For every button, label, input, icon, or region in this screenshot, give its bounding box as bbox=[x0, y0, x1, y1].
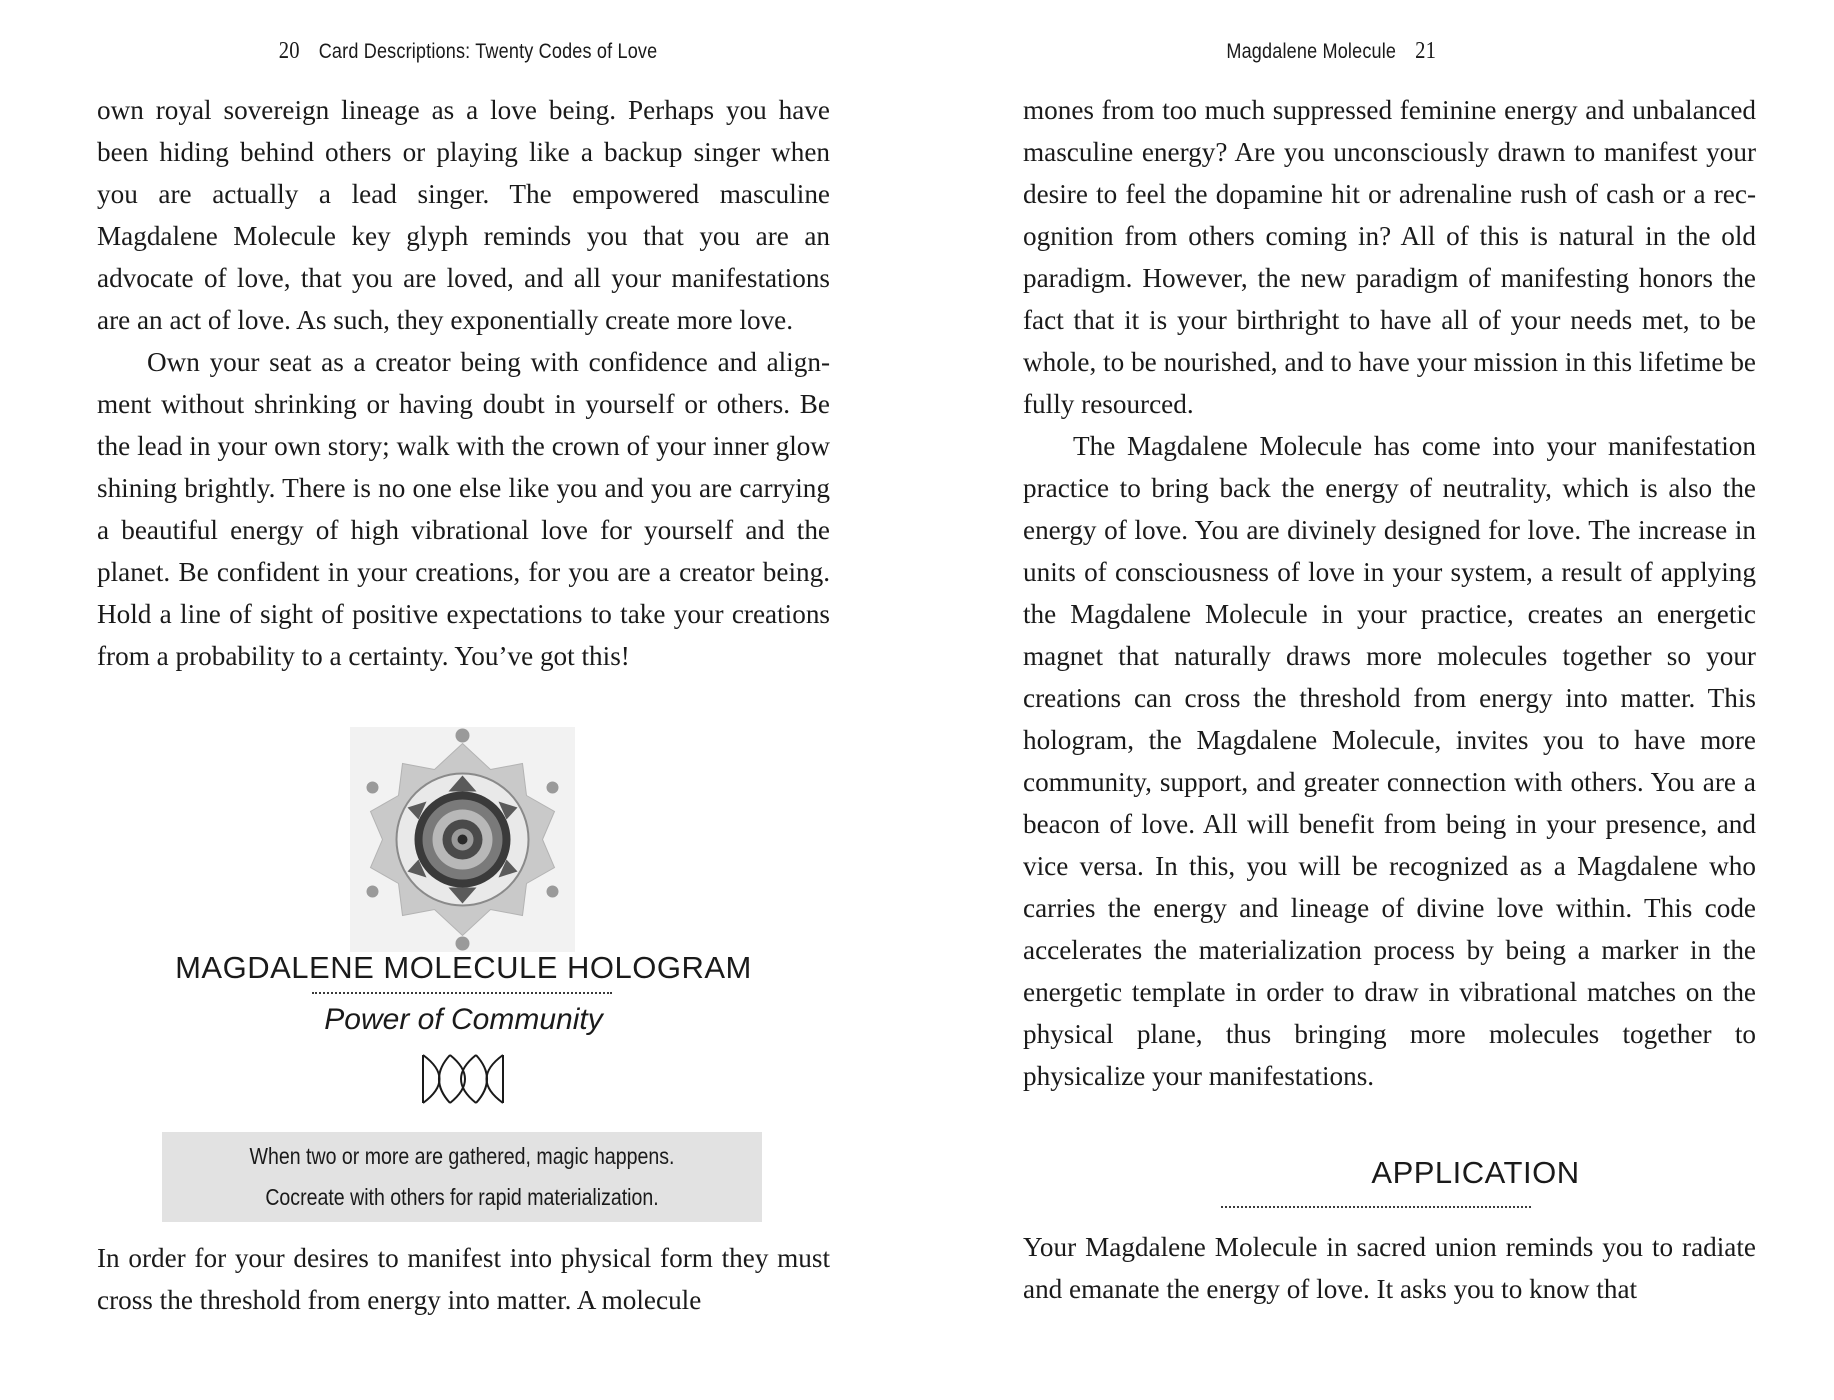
paragraph: mones from too much suppressed feminine energy and unbalanced masculine energy? Are you unconsciously drawn to manifest your desire to feel the dopamine hit or adrenaline rush of cash or a recognition from others coming in? All of this is natural in the old paradigm. However, the new paradigm of manifesting honors the fact that it is your birthright to have all of your needs met, to be whole, to be nourished, and to have your mission in this lifetime be fully resourced. bbox=[1023, 95, 1756, 419]
hologram-subtitle: Power of Community bbox=[324, 1003, 603, 1036]
left-page-number: 20 bbox=[278, 38, 300, 64]
right-running-title: Magdalene Molecule bbox=[1226, 40, 1397, 63]
section-heading: APPLICATION bbox=[1371, 1155, 1580, 1190]
right-body-top bbox=[1023, 89, 1756, 1097]
mandala-hologram-icon bbox=[350, 727, 575, 952]
right-running-head bbox=[1227, 38, 1450, 65]
paragraph: Own your seat as a creator being with confidence and alignment without shrinking or having doubt in yourself or others. Be the lead in your own story; walk with the crown of your inner glow shining brightly. There is no one else like you and you are carrying a beautiful energy of high vibrational love for yourself and the planet. Be confident in your creations, for you are a creator being. Hold a line of sight of positive expectations to take your creations from a probability to a certainty. You’ve got this! bbox=[97, 347, 830, 671]
left-body-top bbox=[97, 89, 830, 677]
paragraph: In order for your desires to manifest into physical form they must cross the threshold from energy into matter. A molecule bbox=[97, 1243, 830, 1315]
left-running-title: Card Descriptions: Twenty Codes of Love bbox=[318, 40, 658, 63]
title-dotted-divider bbox=[312, 992, 612, 994]
right-page bbox=[917, 0, 1834, 1400]
affirmation-line: Cocreate with others for rapid materialization. bbox=[265, 1184, 659, 1210]
right-body-bottom bbox=[1023, 1226, 1756, 1310]
paragraph: Your Magdalene Molecule in sacred union reminds you to radiate and emanate the energy of love. It asks you to know that bbox=[1023, 1232, 1756, 1304]
magdalene-molecule-glyph-icon bbox=[420, 1053, 506, 1105]
left-running-head bbox=[265, 38, 657, 65]
affirmation-line: When two or more are gathered, magic happens. bbox=[249, 1143, 675, 1169]
affirmation-box bbox=[162, 1132, 762, 1222]
hologram-title: MAGDALENE MOLECULE HOLOGRAM bbox=[175, 950, 752, 985]
heading-dotted-divider bbox=[1221, 1206, 1531, 1208]
left-body-bottom bbox=[97, 1237, 830, 1321]
paragraph: The Magdalene Molecule has come into your manifestation practice to bring back the energy of neutrality, which is also the energy of love. You are divinely designed for love. The increase in units of consciousness of love in your system, a result of applying the Magdalene Molecule in your practice, creates an energetic magnet that naturally draws more molecules together so your creations can cross the threshold from energy into matter. This hologram, the Magdalene Molecule, invites you to have more community, support, and greater connection with others. You are a beacon of love. All will benefit from being in your presence, and vice versa. In this, you will be recognized as a Magdalene who carries the energy and lineage of divine love within. This code accelerates the materialization process by being a marker in the energetic template in order to draw in vibrational matches on the physical plane, thus bringing more molecules together to physicalize your manifestations. bbox=[1023, 431, 1756, 1091]
paragraph: own royal sovereign lineage as a love being. Perhaps you have been hiding behind others or playing like a backup singer when you are actually a lead singer. The empowered masculine Magdalene Molecule key glyph reminds you that you are an advocate of love, that you are loved, and all your manifestations are an act of love. As such, they exponentially create more love. bbox=[97, 95, 830, 335]
right-page-number: 21 bbox=[1415, 38, 1437, 64]
